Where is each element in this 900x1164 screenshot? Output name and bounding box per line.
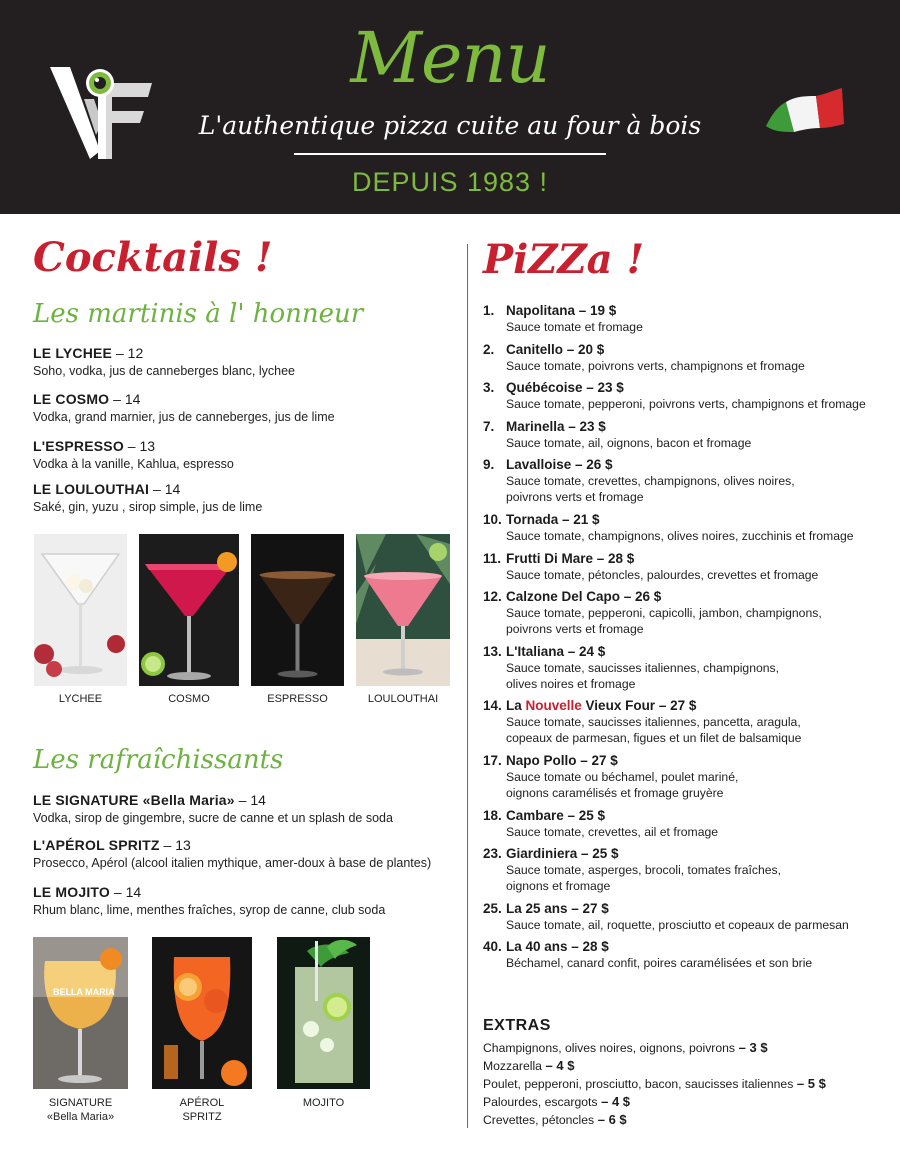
- pizza-item: [483, 511, 893, 544]
- pizza-number: 17.: [483, 752, 502, 768]
- drink-name: LE COSMO: [33, 391, 110, 407]
- extra-price: – 3 $: [735, 1040, 768, 1055]
- pizza-number: 10.: [483, 511, 502, 527]
- pizza-item: [483, 900, 893, 933]
- extras-title: EXTRAS: [483, 1017, 551, 1034]
- pizza-description: Sauce tomate, poivrons verts, champignons et fromage: [506, 358, 805, 373]
- photo-caption: MOJITO: [302, 1097, 345, 1109]
- drink-item: [33, 390, 458, 426]
- pizza-item: [483, 697, 893, 746]
- photo-caption: LYCHEE: [58, 693, 103, 705]
- pizza-description: poivrons verts et fromage: [506, 490, 644, 505]
- drink-price: – 14: [149, 481, 181, 497]
- drink-description: Soho, vodka, jus de canneberges blanc, lychee: [33, 364, 295, 378]
- pizza-name: La 40 ans – 28 $: [506, 939, 609, 955]
- tagline: L'authentique pizza cuite au four à bois: [198, 111, 702, 140]
- signature-photo: [33, 937, 128, 1089]
- drink-description: Vodka, sirop de gingembre, sucre de canne et un splash de soda: [33, 811, 393, 825]
- pizza-number: 1.: [483, 303, 495, 318]
- pizza-name: L'Italiana – 24 $: [506, 643, 606, 659]
- drink-price: – 14: [234, 792, 266, 808]
- pizza-name: La Nouvelle Vieux Four – 27 $: [506, 698, 697, 714]
- pizza-list: [483, 302, 893, 977]
- pizza-name: Canitello – 20 $: [506, 341, 605, 357]
- drink-item: [33, 883, 458, 919]
- drink-name: LE SIGNATURE «Bella Maria»: [33, 792, 235, 808]
- new-badge: Nouvelle: [525, 698, 582, 714]
- pizza-description: Sauce tomate, crevettes, champignons, olives noires,: [506, 474, 795, 489]
- pizza-description: Sauce tomate, ail, oignons, bacon et fromage: [506, 435, 752, 450]
- drink-price: – 12: [112, 345, 144, 361]
- photo-caption: APÉROL SPRITZ: [179, 1097, 225, 1123]
- pizza-name: Québécoise – 23 $: [506, 380, 624, 396]
- pizza-description: oignons et fromage: [506, 879, 611, 894]
- cosmo-photo: [139, 534, 239, 686]
- menu-title: Menu: [350, 17, 550, 99]
- pizza-description: Sauce tomate et fromage: [506, 320, 643, 334]
- drink-item: [33, 791, 458, 827]
- espresso-photo: [251, 534, 344, 686]
- extra-label: Mozzarella: [483, 1059, 542, 1073]
- drink-description: Prosecco, Apérol (alcool italien mythique, amer-doux à base de plantes): [33, 856, 432, 870]
- pizza-number: 7.: [483, 418, 495, 434]
- extra-item: [483, 1093, 893, 1111]
- pizza-name: Calzone Del Capo – 26 $: [506, 589, 662, 605]
- pizza-item: [483, 643, 893, 692]
- pizza-item: [483, 938, 893, 971]
- vf-logo: [48, 55, 156, 163]
- pizza-description: Sauce tomate, pepperoni, capicolli, jambon, champignons,: [506, 606, 822, 621]
- pizza-name: Marinella – 23 $: [506, 418, 606, 434]
- pizza-item: [483, 418, 893, 451]
- pizza-description: Sauce tomate, pepperoni, poivrons verts, champignons et fromage: [506, 397, 866, 412]
- extra-price: – 4 $: [597, 1094, 631, 1109]
- pizza-item: [483, 379, 893, 412]
- extra-label: Palourdes, escargots: [483, 1095, 598, 1109]
- pizza-name: Giardiniera – 25 $: [506, 846, 619, 862]
- glass-label: BELLA MARIA: [53, 987, 115, 997]
- extra-item: [483, 1057, 893, 1075]
- extra-price: – 4 $: [541, 1058, 575, 1073]
- refreshing-subtitle: Les rafraîchissants: [33, 745, 284, 775]
- extra-label: Champignons, olives noires, oignons, poivrons: [483, 1041, 736, 1055]
- drink-name: LE LYCHEE: [33, 345, 113, 361]
- extras-list: [483, 1039, 893, 1129]
- pizza-item: [483, 302, 893, 335]
- tagline-divider: [294, 153, 606, 155]
- pizza-number: 18.: [483, 807, 502, 823]
- drink-item: [33, 344, 458, 380]
- pizza-number: 11.: [483, 550, 502, 566]
- loulouthai-photo: [356, 534, 450, 686]
- drink-item: [33, 480, 458, 516]
- extra-item: [483, 1111, 893, 1129]
- pizza-item: [483, 341, 893, 374]
- drink-price: – 13: [159, 837, 191, 853]
- pizza-name: Napolitana – 19 $: [506, 303, 617, 318]
- pizza-item: [483, 456, 893, 505]
- pizza-name: Cambare – 25 $: [506, 807, 606, 823]
- pizza-name: Tornada – 21 $: [506, 511, 600, 527]
- drink-description: Saké, gin, yuzu , sirop simple, jus de lime: [33, 500, 263, 514]
- extra-label: Crevettes, pétoncles: [483, 1113, 595, 1127]
- header-banner: [0, 0, 900, 214]
- pizza-number: 13.: [483, 643, 502, 659]
- pizza-name: La 25 ans – 27 $: [506, 900, 609, 916]
- extra-price: – 6 $: [594, 1112, 627, 1127]
- pizza-number: 40.: [483, 939, 502, 955]
- cocktails-title: Cocktails !: [33, 234, 273, 281]
- pizza-description: olives noires et fromage: [506, 676, 636, 691]
- pizza-description: Sauce tomate, asperges, brocoli, tomates fraîches,: [506, 863, 782, 878]
- pizza-description: Sauce tomate, crevettes, ail et fromage: [506, 824, 719, 839]
- photo-caption: ESPRESSO: [267, 693, 328, 705]
- drink-price: – 14: [109, 391, 141, 407]
- pizza-item: [483, 845, 893, 894]
- pizza-item: [483, 807, 893, 840]
- extra-price: – 5 $: [793, 1076, 826, 1091]
- pizza-number: 14.: [483, 698, 502, 714]
- drink-price: – 13: [123, 438, 156, 454]
- photo-caption: SIGNATURE «Bella Maria»: [46, 1097, 115, 1123]
- pizza-description: oignons caramélisés et fromage gruyère: [506, 785, 724, 800]
- italian-flag-icon: [762, 84, 846, 140]
- drink-description: Vodka à la vanille, Kahlua, espresso: [33, 457, 234, 471]
- pizza-description: Sauce tomate, ail, roquette, prosciutto et copeaux de parmesan: [506, 917, 849, 932]
- pizza-description: Sauce tomate, saucisses italiennes, pancetta, aragula,: [506, 715, 801, 730]
- pizza-number: 3.: [483, 380, 495, 396]
- extra-label: Poulet, pepperoni, prosciutto, bacon, saucisses italiennes: [483, 1077, 794, 1091]
- drink-price: – 14: [110, 884, 142, 900]
- pizza-item: [483, 588, 893, 637]
- column-divider: [467, 244, 468, 1128]
- photo-caption: COSMO: [168, 693, 210, 705]
- pizza-item: [483, 550, 893, 583]
- drink-item: [33, 437, 458, 473]
- drink-name: LE LOULOUTHAI: [33, 481, 150, 497]
- extra-item: [483, 1075, 893, 1093]
- drink-name: L'ESPRESSO: [33, 438, 124, 454]
- drink-item: [33, 836, 458, 872]
- drink-name: LE MOJITO: [33, 884, 110, 900]
- pizza-name: Napo Pollo – 27 $: [506, 752, 618, 768]
- pizza-title: PiZZa !: [483, 236, 645, 283]
- pizza-description: poivrons verts et fromage: [506, 622, 644, 637]
- extra-item: [483, 1039, 893, 1057]
- pizza-description: copeaux de parmesan, figues et un filet de balsamique: [506, 731, 802, 746]
- aperol-photo: [152, 937, 252, 1089]
- martinis-subtitle: Les martinis à l' honneur: [33, 299, 364, 329]
- pizza-number: 9.: [483, 457, 495, 473]
- pizza-number: 25.: [483, 900, 502, 916]
- pizza-name: Frutti Di Mare – 28 $: [506, 550, 635, 566]
- pizza-description: Sauce tomate ou béchamel, poulet mariné,: [506, 769, 739, 784]
- pizza-name: Lavalloise – 26 $: [506, 457, 613, 473]
- pizza-description: Sauce tomate, champignons, olives noires, zucchinis et fromage: [506, 528, 854, 543]
- drink-description: Vodka, grand marnier, jus de canneberges, jus de lime: [33, 410, 335, 424]
- pizza-number: 23.: [483, 846, 502, 862]
- pizza-number: 2.: [483, 341, 495, 357]
- drink-description: Rhum blanc, lime, menthes fraîches, syrop de canne, club soda: [33, 903, 386, 917]
- photo-caption: LOULOUTHAI: [367, 693, 439, 705]
- pizza-description: Béchamel, canard confit, poires caramélisées et son brie: [506, 956, 813, 971]
- drink-name: L'APÉROL SPRITZ: [33, 837, 160, 853]
- lychee-photo: [34, 534, 127, 686]
- pizza-description: Sauce tomate, saucisses italiennes, champignons,: [506, 660, 780, 675]
- pizza-number: 12.: [483, 589, 502, 605]
- mojito-photo: [277, 937, 370, 1089]
- pizza-item: [483, 752, 893, 801]
- pizza-description: Sauce tomate, pétoncles, palourdes, crevettes et fromage: [506, 567, 819, 582]
- since-year: DEPUIS 1983 !: [351, 167, 549, 197]
